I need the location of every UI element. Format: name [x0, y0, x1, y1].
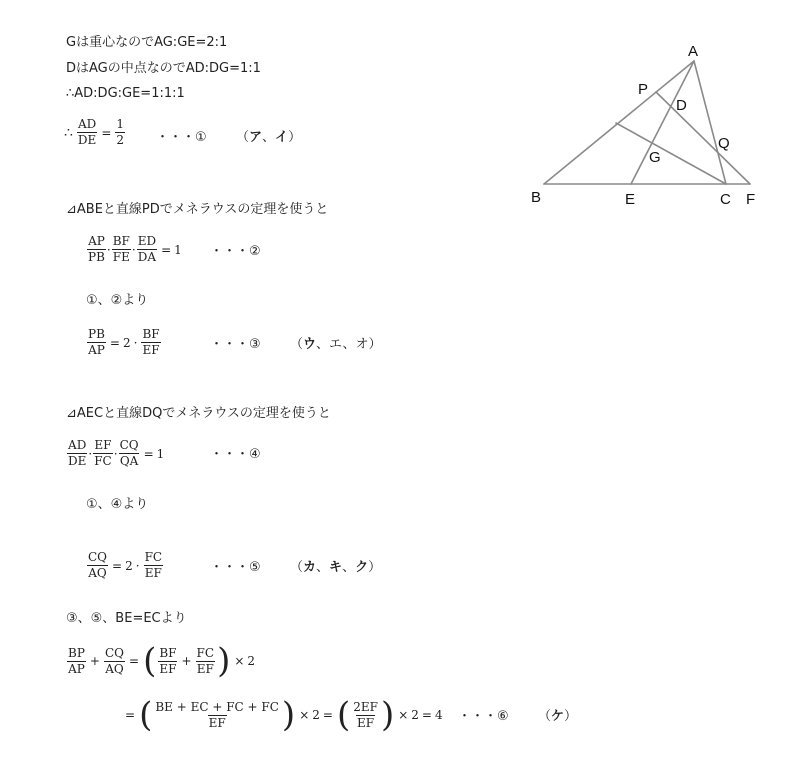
segment-pf: [656, 92, 750, 184]
label-B: B: [531, 189, 542, 206]
segment-cm: [616, 123, 726, 184]
fraction-ad-de: [77, 118, 97, 147]
equation-tag-3: ・・・③: [210, 337, 261, 352]
fraction-cq-aq: $\frac{CQ}{AQ}$: [104, 645, 124, 676]
times-sign: ×: [299, 708, 310, 722]
fraction-pb-ap: $\frac{PB}{AP}$: [88, 327, 105, 357]
equals-sign: =: [109, 335, 120, 350]
numerator: 1: [116, 117, 125, 131]
equation-tag-5: ・・・⑤: [210, 560, 261, 575]
equation-2: [86, 235, 182, 264]
text-from-1-4: ①、④より: [86, 497, 149, 512]
fraction-cq-qa: $\frac{CQ}{QA}$: [119, 438, 139, 468]
equals-sign: =: [129, 654, 140, 668]
left-paren: (: [336, 695, 351, 735]
fraction-fc-ef: $\frac{FC}{EF}$: [196, 645, 215, 676]
therefore-symbol: ∴: [64, 124, 73, 141]
equation-5: [86, 551, 164, 580]
equals-sign: =: [143, 446, 154, 461]
times-sign: ×: [234, 654, 245, 668]
equation-6-line-1: [66, 641, 256, 681]
answer-marker-6: （ケ）: [538, 709, 578, 724]
text-line-ratio: ∴AD:DG:GE=1:1:1: [66, 86, 185, 101]
triangle-diagram: [520, 36, 770, 216]
multiplier: 2: [312, 708, 320, 722]
equation-4: [66, 439, 164, 468]
times-sign: ×: [398, 708, 409, 722]
dot-operator: ·: [88, 446, 93, 461]
text-menelaus-abe: ⊿ABEと直線PDでメネラウスの定理を使うと: [66, 202, 329, 217]
multiplier: 2: [247, 654, 256, 668]
segment-ab: [544, 61, 694, 184]
equals-sign: =: [125, 708, 136, 722]
label-E: E: [625, 191, 636, 208]
answer-marker-5: （カ、キ、ク）: [290, 560, 382, 575]
left-paren: (: [139, 695, 153, 735]
text-from-3-5: ③、⑤、BE=ECより: [66, 611, 187, 626]
coefficient: 2: [125, 558, 133, 573]
dot-operator: ·: [106, 242, 111, 257]
right-paren: ): [281, 695, 296, 735]
equals-sign: =: [421, 708, 432, 722]
label-A: A: [688, 43, 699, 60]
equation-tag-4: ・・・④: [210, 447, 261, 462]
equals-sign: =: [161, 242, 172, 257]
equation-6-line-2: [122, 695, 443, 735]
dot-operator: ·: [113, 446, 118, 461]
left-paren: (: [143, 641, 157, 681]
segment-ae: [631, 61, 694, 184]
coefficient: 2: [122, 335, 131, 350]
equation-tag-2: ・・・②: [210, 244, 261, 259]
fraction-fc-ef: $\frac{FC}{EF}$: [144, 550, 163, 580]
text-menelaus-aec: ⊿AECと直線DQでメネラウスの定理を使うと: [66, 406, 331, 421]
label-C: C: [720, 191, 731, 208]
denominator: 2: [116, 133, 125, 147]
plus-sign: +: [181, 654, 192, 668]
equals-sign: =: [112, 558, 123, 573]
fraction-ad-de: $\frac{AD}{DE}$: [68, 438, 87, 468]
right-paren: ): [380, 695, 395, 735]
dot-operator: ·: [133, 335, 138, 350]
answer-marker-1: （ア、イ）: [236, 130, 302, 145]
text-line-midpoint: DはAGの中点なのでAD:DG=1:1: [66, 61, 261, 76]
numerator: AD: [77, 117, 97, 131]
fraction-ap-pb: $\frac{AP}{PB}$: [88, 234, 105, 264]
label-D: D: [676, 97, 687, 114]
result-value: 4: [434, 708, 443, 722]
rhs-value: 1: [156, 446, 165, 461]
label-F: F: [746, 191, 756, 208]
multiplier: 2: [411, 708, 419, 722]
dot-operator: ·: [131, 242, 136, 257]
equals-sign: =: [101, 125, 112, 140]
fraction-one-half: [115, 118, 125, 147]
text-from-1-2: ①、②より: [86, 293, 149, 308]
label-P: P: [638, 81, 649, 98]
fraction-2ef-ef: $\frac{2EF}{EF}$: [353, 699, 378, 730]
label-G: G: [649, 149, 661, 166]
fraction-bf-ef: $\frac{BF}{EF}$: [159, 645, 177, 676]
fraction-sum-over-ef: $\frac{BE + EC + FC + FC}{EF}$: [155, 699, 279, 730]
denominator: DE: [77, 133, 97, 147]
fraction-cq-aq: $\frac{CQ}{AQ}$: [88, 550, 108, 580]
equation-3: [86, 328, 162, 357]
label-Q: Q: [718, 135, 730, 152]
answer-marker-3: （ウ、エ、オ）: [290, 337, 382, 352]
equation-tag-1: ・・・①: [156, 130, 207, 145]
equation-1: [64, 118, 126, 147]
segment-ac: [694, 61, 726, 184]
rhs-value: 1: [174, 242, 182, 257]
fraction-bp-ap: $\frac{BP}{AP}$: [68, 645, 85, 676]
text-line-centroid: Gは重心なのでAG:GE=2:1: [66, 35, 228, 50]
equals-sign: =: [322, 708, 333, 722]
fraction-ef-fc: $\frac{EF}{FC}$: [94, 438, 112, 468]
dot-operator: ·: [135, 558, 140, 573]
right-paren: ): [217, 641, 231, 681]
plus-sign: +: [89, 654, 100, 668]
fraction-bf-ef: $\frac{BF}{EF}$: [142, 327, 160, 357]
fraction-ed-da: $\frac{ED}{DA}$: [137, 234, 157, 264]
equation-tag-6: ・・・⑥: [458, 709, 509, 724]
fraction-bf-fe: $\frac{BF}{FE}$: [112, 234, 130, 264]
